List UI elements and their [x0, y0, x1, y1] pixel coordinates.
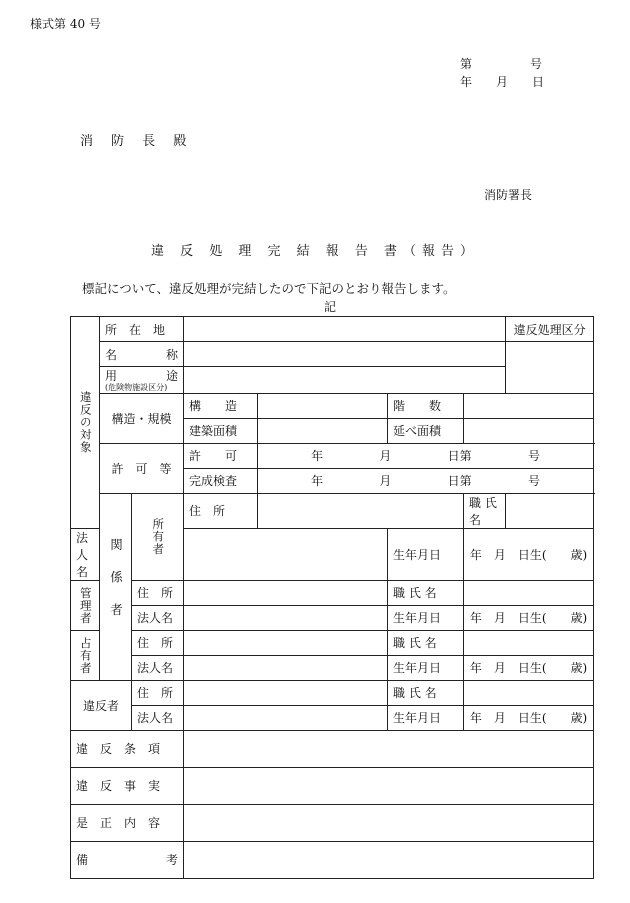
owner-corp-field[interactable] — [184, 528, 388, 580]
occupant-corp-field[interactable] — [184, 655, 388, 680]
related-persons-cell — [100, 493, 132, 680]
floors-label: 階 数 — [388, 393, 464, 418]
manager-label-cell: 管理者 — [71, 580, 100, 630]
occupant-birth-field[interactable]: 年 月 日生( 歳) — [464, 655, 594, 680]
manager-address-label: 住 所 — [132, 580, 184, 605]
sender: 消防署長 — [484, 188, 533, 202]
occupant-position-field[interactable] — [464, 630, 594, 655]
violation-clause-field[interactable] — [184, 730, 594, 767]
owner-address-field[interactable] — [258, 493, 464, 528]
owner-corp-label: 法人名 — [71, 528, 100, 580]
manager-birth-field[interactable]: 年 月 日生( 歳) — [464, 605, 594, 630]
total-floor-area-field[interactable] — [464, 418, 594, 443]
manager-position-label: 職 氏 名 — [388, 580, 464, 605]
form-number: 様式第 40 号 — [30, 17, 101, 31]
total-floor-area-label: 延べ面積 — [388, 418, 464, 443]
use-label: 用 途 (危険物施設区分) — [100, 367, 184, 394]
correction-label: 是 正 内 容 — [71, 804, 184, 841]
use-field[interactable] — [184, 367, 506, 394]
violation-target-label: 違反の対象 — [78, 391, 93, 454]
related-persons-label: 関係者 — [108, 538, 124, 636]
building-area-label: 建築面積 — [184, 418, 258, 443]
structure-scale-label: 構造・規模 — [100, 393, 184, 443]
owner-label-cell: 所有者 — [132, 493, 184, 580]
violator-birth-field[interactable]: 年 月 日生( 歳) — [464, 705, 594, 730]
structure-label: 構 造 — [184, 393, 258, 418]
occupant-corp-label: 法人名 — [132, 655, 184, 680]
violation-class-label: 違反処理区分 — [506, 317, 594, 342]
completion-date-field[interactable]: 年 月 日第 号 — [258, 468, 594, 493]
occupant-address-label: 住 所 — [132, 630, 184, 655]
location-label: 所 在 地 — [100, 317, 184, 342]
owner-position-field[interactable] — [506, 493, 594, 528]
owner-birth-label: 生年月日 — [388, 528, 464, 580]
violator-address-field[interactable] — [184, 680, 388, 705]
violator-position-field[interactable] — [464, 680, 594, 705]
owner-address-label: 住 所 — [184, 493, 258, 528]
occupant-address-field[interactable] — [184, 630, 388, 655]
violation-class-field[interactable] — [506, 342, 594, 394]
violation-clause-label: 違 反 条 項 — [71, 730, 184, 767]
violator-corp-field[interactable] — [184, 705, 388, 730]
intro-text: 標記について、違反処理が完結したので下記のとおり報告します。 — [82, 281, 456, 296]
violator-address-label: 住 所 — [132, 680, 184, 705]
name-field[interactable] — [184, 342, 506, 367]
addressee: 消 防 長 殿 — [80, 134, 187, 149]
completion-inspection-label: 完成検査 — [184, 468, 258, 493]
violator-label: 違反者 — [71, 680, 132, 730]
remarks-field[interactable] — [184, 841, 594, 878]
building-area-field[interactable] — [258, 418, 388, 443]
violator-position-label: 職 氏 名 — [388, 680, 464, 705]
permit-etc-label: 許 可 等 — [100, 443, 184, 493]
manager-position-field[interactable] — [464, 580, 594, 605]
owner-position-label: 職 氏 名 — [464, 493, 506, 528]
owner-birth-field[interactable]: 年 月 日生( 歳) — [464, 528, 594, 580]
ki-label: 記 — [323, 300, 336, 314]
violator-corp-label: 法人名 — [132, 705, 184, 730]
document-title: 違 反 処 理 完 結 報 告 書（報告） — [150, 244, 480, 259]
document-number-line: 第 号 — [460, 57, 545, 71]
violation-fact-label: 違 反 事 実 — [71, 767, 184, 804]
report-table — [70, 316, 594, 879]
manager-birth-label: 生年月日 — [388, 605, 464, 630]
violator-birth-label: 生年月日 — [388, 705, 464, 730]
location-field[interactable] — [184, 317, 506, 342]
remarks-label: 備 考 — [71, 841, 184, 878]
date-line: 年 月 日 — [460, 75, 545, 89]
floors-field[interactable] — [464, 393, 594, 418]
structure-field[interactable] — [258, 393, 388, 418]
permit-date-field[interactable]: 年 月 日第 号 — [258, 443, 594, 468]
violation-fact-field[interactable] — [184, 767, 594, 804]
permit-label: 許 可 — [184, 443, 258, 468]
correction-field[interactable] — [184, 804, 594, 841]
manager-corp-label: 法人名 — [132, 605, 184, 630]
manager-corp-field[interactable] — [184, 605, 388, 630]
occupant-label-cell: 占有者 — [71, 630, 100, 680]
use-sub-label: (危険物施設区分) — [105, 383, 168, 392]
violation-target-cell — [71, 317, 100, 529]
name-label: 名 称 — [100, 342, 184, 367]
occupant-birth-label: 生年月日 — [388, 655, 464, 680]
manager-address-field[interactable] — [184, 580, 388, 605]
occupant-position-label: 職 氏 名 — [388, 630, 464, 655]
